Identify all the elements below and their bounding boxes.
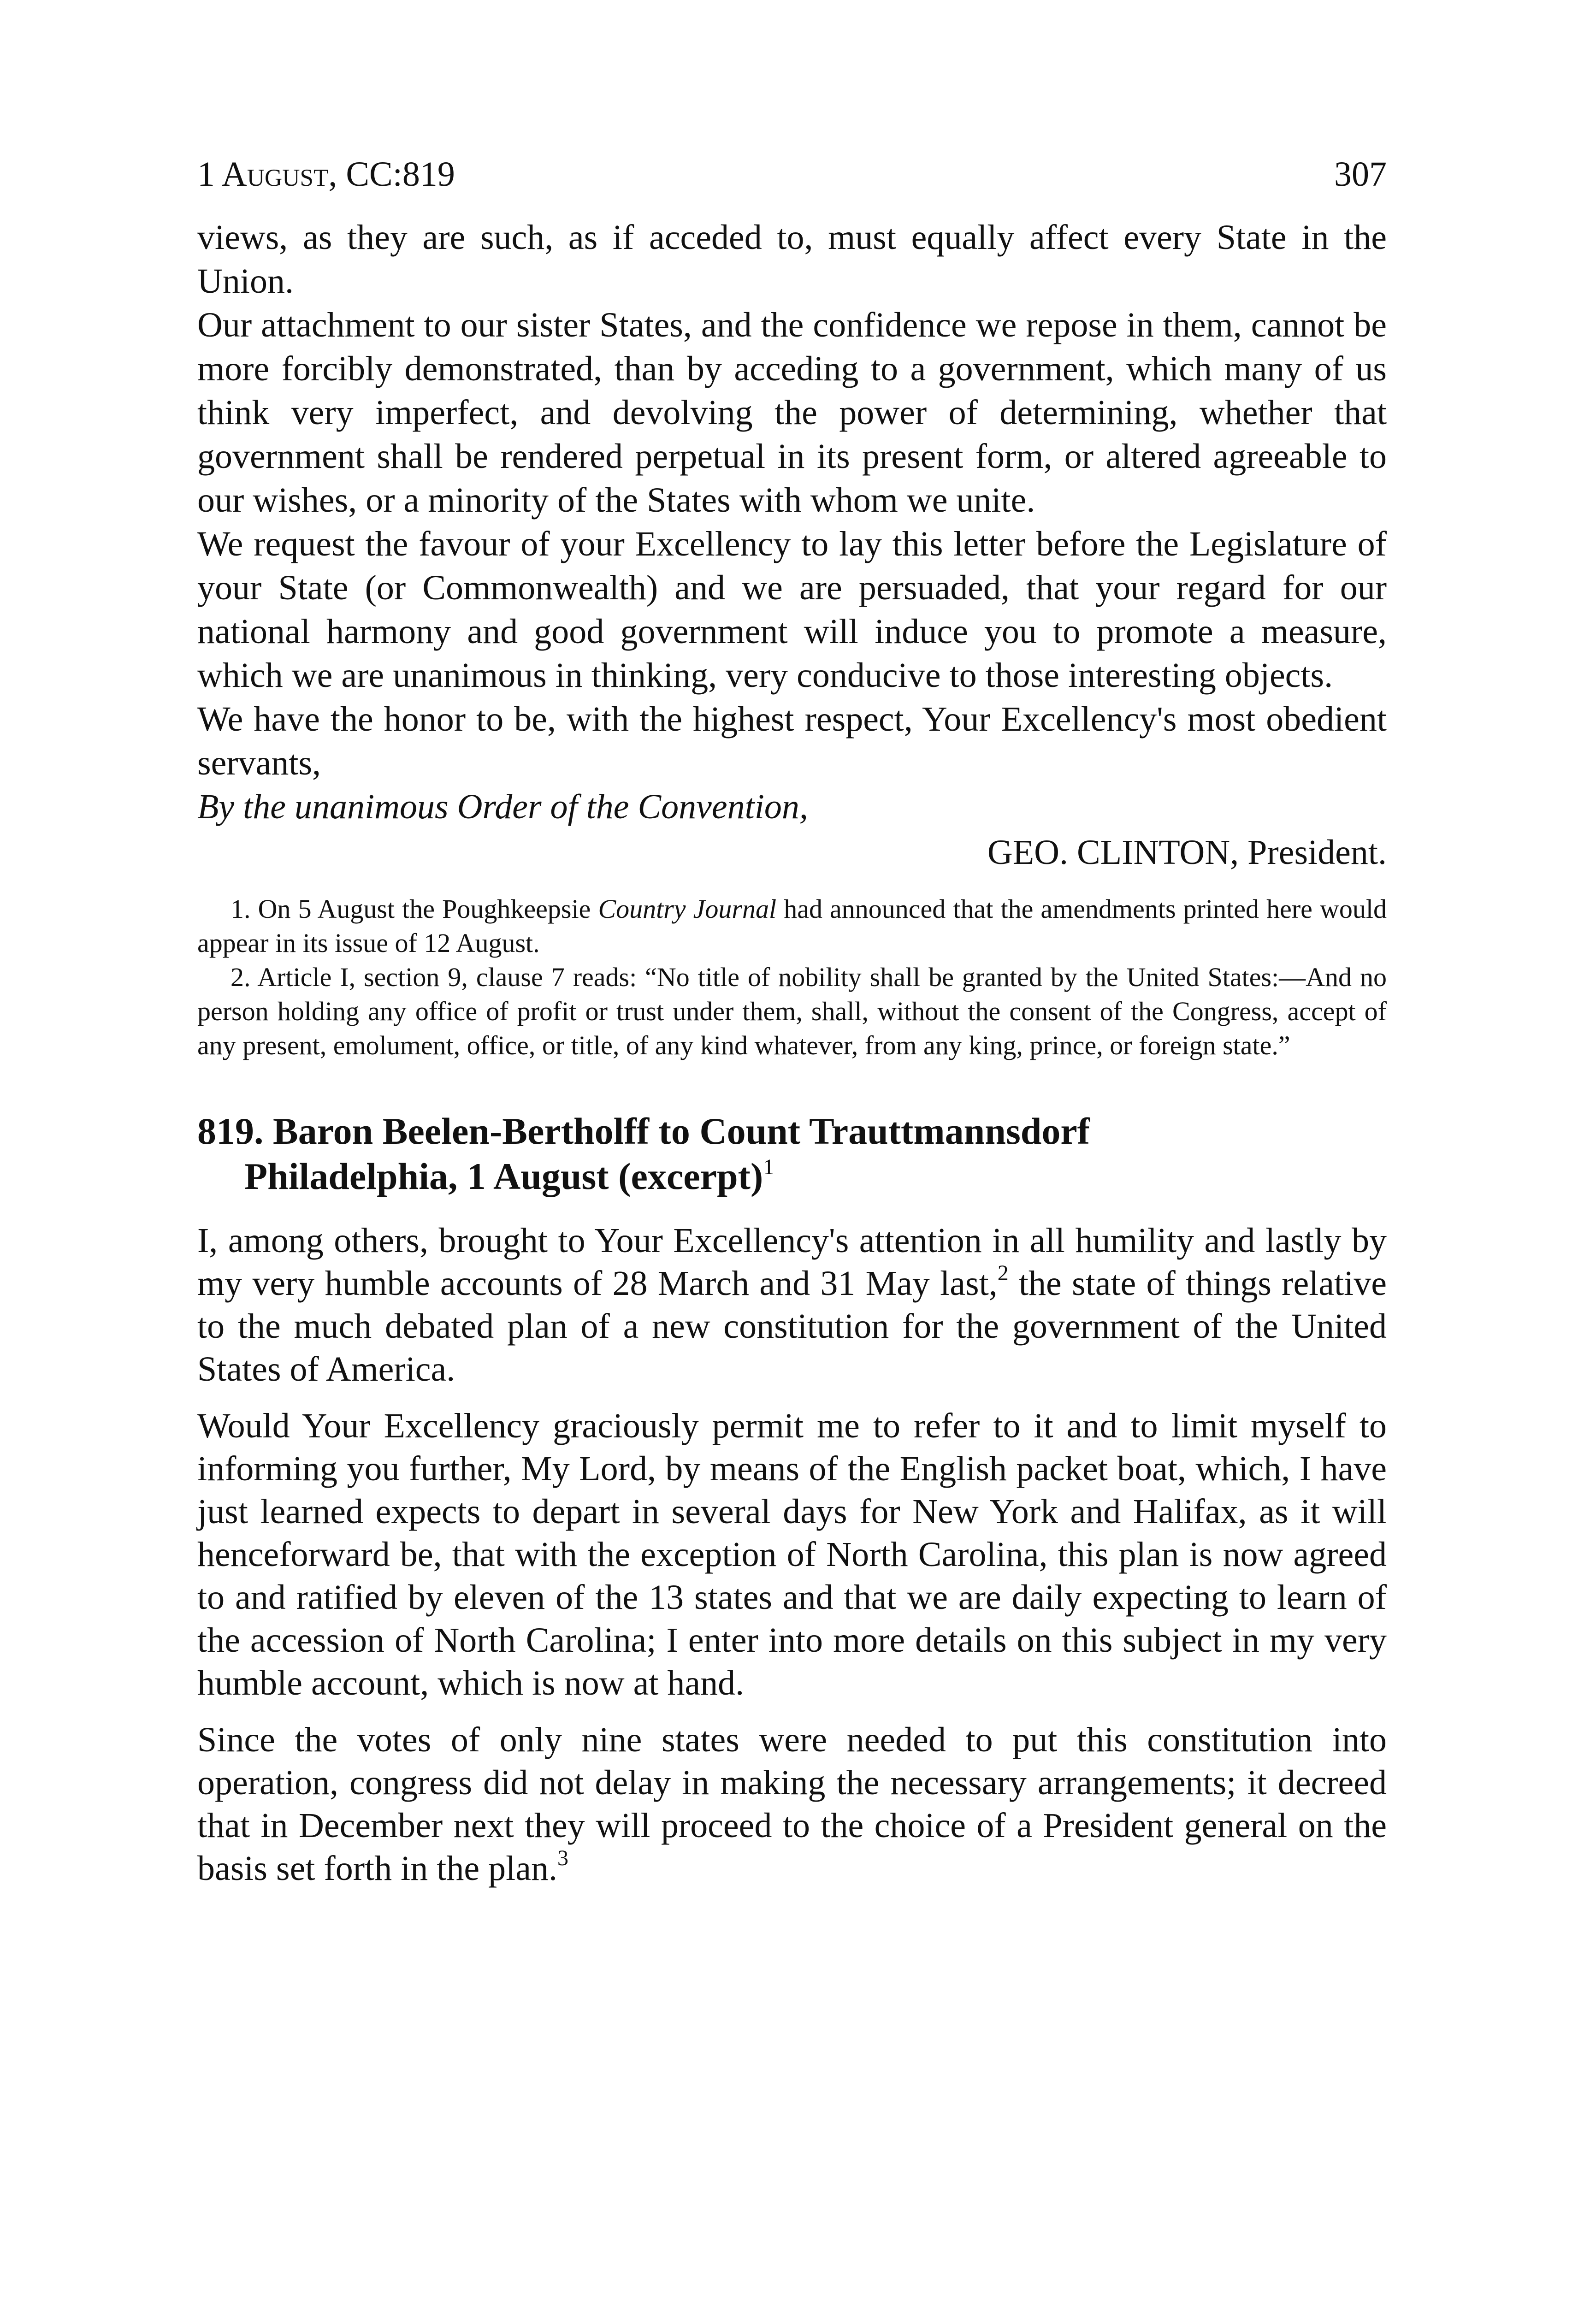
paragraph-attachment: Our attachment to our sister States, and the confidence we repose in them, cannot be more forcibly demonstrated, than by acceding to a government, which many of us think very imperfect, and devolving the power of determining, whether that government shall be rendered perpetual in its present form, or altered agreeable to our wishes, or a minority of the States with whom we unite. [197, 306, 1387, 520]
closing-signature: GEO. CLINTON, President. [987, 833, 1387, 872]
letter-p3-text: Since the votes of only nine states were needed to put this constitution into operation, congress did not delay in making the necessary arrangements; it decreed that in December next they will proceed to the choice of a President general on the basis set forth in the plan. [197, 1720, 1387, 1888]
letter-p1-text-a: I, among others, brought to Your Excellency's attention in all humility and lastly by my very humble accounts of 28 March and 31 May last, [197, 1221, 1387, 1303]
letter-paragraph-1 [197, 1219, 1387, 1391]
letter-continuation [197, 216, 1387, 785]
running-head-date: 1 August, CC:819 [197, 155, 455, 194]
heading-line-1: 819. Baron Beelen-Bertholff to Count Trauttmannsdorf [197, 1110, 1090, 1152]
letter-body [197, 1219, 1387, 1890]
footnote-1-text-b: had announced that the amendments printed here would appear in its issue of 12 August. [197, 894, 1387, 958]
footnotes [197, 892, 1387, 1063]
running-head [197, 157, 1387, 192]
document-heading [197, 1109, 1387, 1199]
paragraph-honor: We have the honor to be, with the highest respect, Your Excellency's most obedient servants, [197, 700, 1387, 782]
letter-p3-note-ref: 3 [557, 1846, 568, 1870]
heading-line-2 [197, 1154, 1387, 1199]
letter-p1-note-ref: 2 [997, 1261, 1009, 1285]
letter-paragraph-2: Would Your Excellency graciously permit me to refer to it and to limit myself to informing you further, My Lord, by means of the English packet boat, which, I have just learned expects to depart in several days for New York and Halifax, as it will henceforward be, that with the exception of North Carolina, this plan is now agreed to and ratified by eleven of the 13 states and that we are daily expecting to learn of the accession of North Carolina; I enter into more details on this subject in my very humble account, which is now at hand. [197, 1407, 1387, 1702]
footnote-1 [197, 892, 1387, 960]
footnote-1-journal-title: Country Journal [598, 894, 777, 924]
letter-paragraph-3 [197, 1719, 1387, 1890]
heading-note-ref: 1 [763, 1155, 774, 1179]
footnote-1-text-a: 1. On 5 August the Poughkeepsie [231, 894, 598, 924]
closing-block [197, 785, 1387, 875]
paragraph-request: We request the favour of your Excellency to lay this letter before the Legislature of your State (or Commonwealth) and we are persuaded, that your regard for our national harmony and good government will induce you to promote a measure, which we are unanimous in thinking, very conducive to those interesting objects. [197, 525, 1387, 695]
document-page [197, 157, 1387, 1904]
closing-byline: By the unanimous Order of the Convention, [197, 787, 808, 826]
heading-line-2-text: Philadelphia, 1 August (excerpt) [244, 1155, 763, 1197]
letter-p1-text-b: the state of things relative to the much debated plan of a new constitution for the government of the United States of America. [197, 1264, 1387, 1389]
page-number: 307 [1334, 155, 1387, 194]
paragraph-views: views, as they are such, as if acceded to, must equally affect every State in the Union. [197, 218, 1387, 301]
footnote-2: 2. Article I, section 9, clause 7 reads: “No title of nobility shall be granted by the United States:—And no person holding any office of profit or trust under them, shall, without the consent of the Congress, accept of any present, emolument, office, or title, of any kind whatever, from any king, prince, or foreign state.” [197, 962, 1387, 1060]
